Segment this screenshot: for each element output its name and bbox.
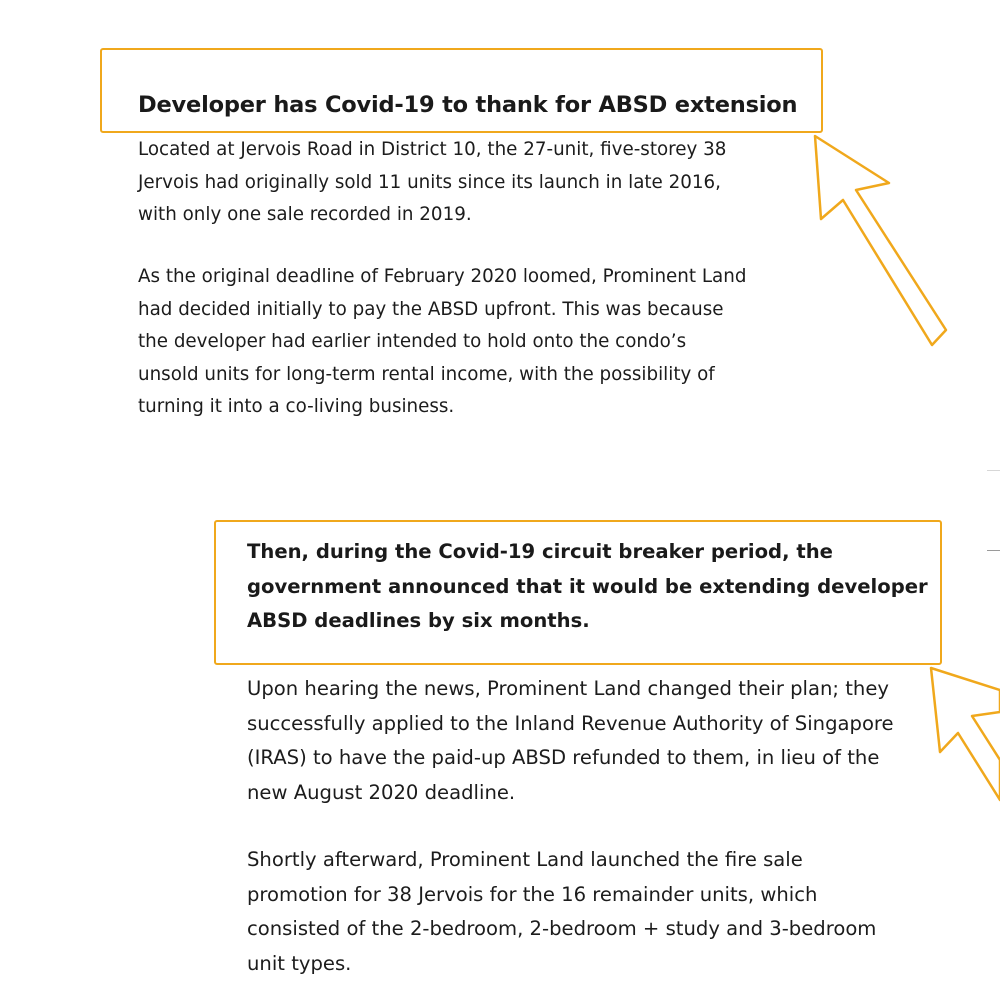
paragraph-location: Located at Jervois Road in District 10, the 27-unit, five-storey 38 Jervois had originally sold 11 units since its launch in late 2016, with only one sale recorded in 2019. bbox=[138, 139, 727, 225]
page-edge-divider bbox=[987, 470, 1000, 471]
arrow-up-left-icon bbox=[815, 136, 946, 345]
highlighted-announcement: Then, during the Covid-19 circuit breaker period, the government announced that it would be extending developer ABSD deadlines by six months. bbox=[247, 540, 928, 632]
paragraph-original-deadline: As the original deadline of February 2020 loomed, Prominent Land had decided initially to pay the ABSD upfront. This was because the developer had earlier intended to hold onto the condo’s unsold units for long-term rental income, with the possibility of turning it into a co-living business. bbox=[138, 266, 747, 417]
section-heading: Developer has Covid-19 to thank for ABSD extension bbox=[138, 92, 798, 118]
paragraph-plan-change: Upon hearing the news, Prominent Land changed their plan; they successfully applied to the Inland Revenue Authority of Singapore (IRAS) to have the paid-up ABSD refunded to them, in lieu of the new August 2020 deadline. bbox=[247, 677, 894, 804]
page-edge-divider bbox=[987, 550, 1000, 551]
paragraph-fire-sale: Shortly afterward, Prominent Land launched the fire sale promotion for 38 Jervois for the 16 remainder units, which consisted of the 2-bedroom, 2-bedroom + study and 3-bedroom unit types. bbox=[247, 848, 877, 975]
